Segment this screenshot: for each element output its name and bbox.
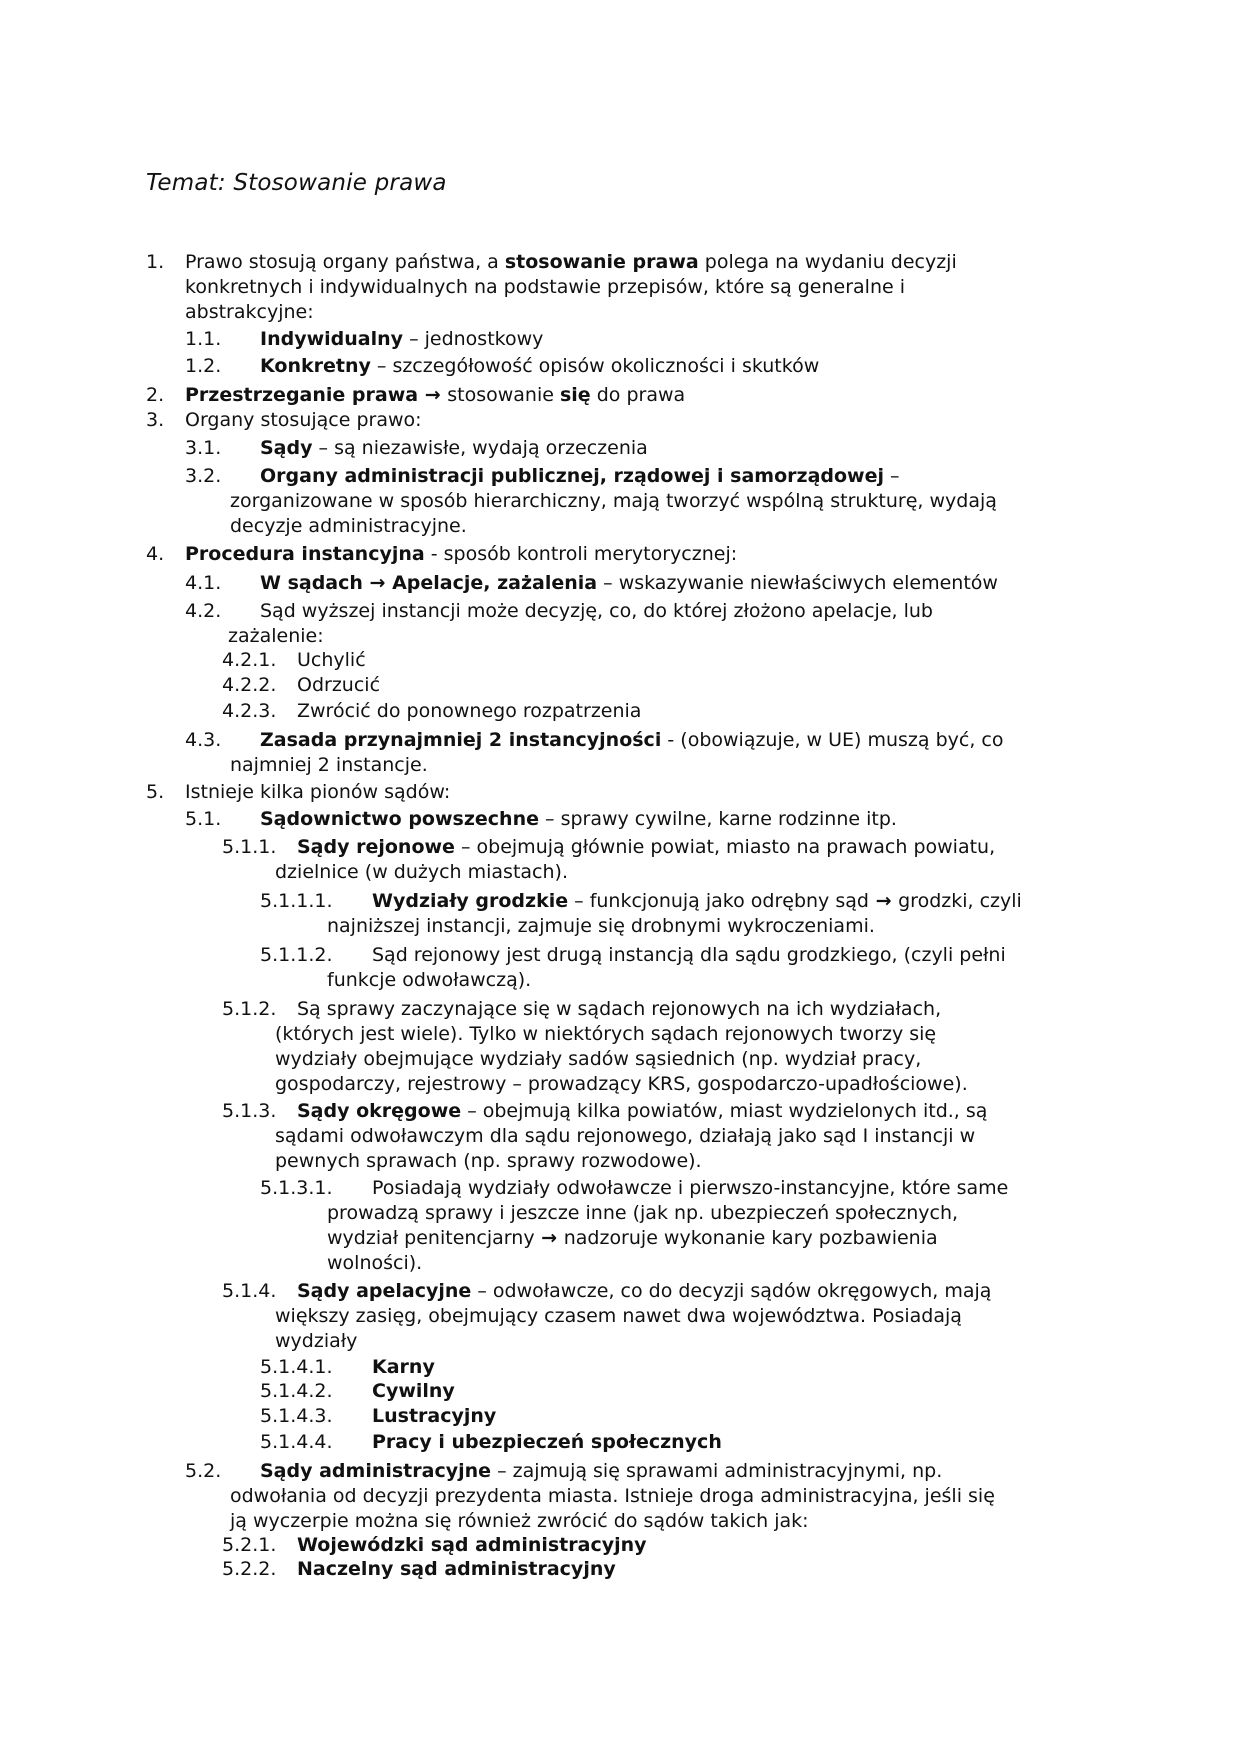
item-number: 4. [146,543,165,565]
document-title: Temat: Stosowanie prawa [146,170,447,196]
item-number: 4.2.3. [222,700,277,722]
arrow-right-icon: → [534,1227,564,1249]
item-number: 4.2.2. [222,674,277,696]
item-number: 5.1.4.2. [260,1380,333,1402]
arrow-right-icon: → [362,572,393,594]
item-number: 5.2. [185,1460,222,1482]
item-number: 5.1.4.3. [260,1405,333,1427]
item-number: 5.1.4.1. [260,1356,333,1378]
item-number: 5.1.3. [222,1100,277,1122]
item-number: 1.1. [185,328,222,350]
document-page: Temat: Stosowanie prawa 1. Prawo stosują organy państwa, a stosowanie prawa polega na wydaniu decyzji konkretnych i indywidualnych na podstawie przepisów, które są generalne i abstrakcyjne: 1.1. Indywidualny – jednostkowy 1.2. Konkretny – szczegółowość opisów okoliczności i skutków 2. Przestrzeganie prawa → stosowanie się do prawa 3. Organy stosujące prawo: 3.1. Sądy – są niezawisłe, wydają orzeczenia 3.2. Organy administracji publicznej, rządowej i samorządowej – zorganizowane w sposób hierarchiczny, mają tworzyć wspólną strukturę, wydają decyzje administracyjne. 4. Procedura instancyjna - sposób kontroli merytorycznej: 4.1. W sądach → Apelacje, zażalenia – wskazywanie niewłaściwych elementów 4.2. Sąd wyższej instancji może decyzję, co, do której złożono apelacje, lub zażalenie: 4.2.1. Uchylić 4.2.2. Odrzucić 4.2.3. Zwrócić do ponownego rozpatrzenia 4.3. Zasada przynajmniej 2 instancyjności - (obowiązuje, w UE) muszą być, co najmniej 2 instancje. 5. Istnieje kilka pionów sądów: 5.1. Sądownictwo powszechne – sprawy cywilne, karne rodzinne itp. 5.1.1. Sądy rejonowe – obejmują głównie powiat, miasto na prawach powiatu, dzielnice (w dużych miastach). 5.1.1.1. Wydziały grodzkie – funkcjonują jako odrębny sąd → grodzki, czyli najniższej instancji, zajmuje się drobnymi wykroczeniami. 5.1.1.2. Sąd rejonowy jest drugą instancją dla sądu grodzkiego, (czyli pełni funkcje odwoławczą). 5.1.2. Są sprawy zaczynające się w sądach rejonowych na ich wydziałach, (których jest wiele). Tylko w niektórych sądach rejonowych tworzy się wydziały obejmujące wydziały sadów sąsiednich (np. wydział pracy, gospodarczy, rejestrowy – prowadzący KRS, gospodarczo-upadłościowe). 5.1.3. Sądy okręgowe – obejmują kilka powiatów, miast wydzielonych itd., są sądami odwoławczym dla sądu rejonowego, działają jako sąd I instancji w pewnych sprawach (np. sprawy rozwodowe). 5.1.3.1. Posiadają wydziały odwoławcze i pierwszo-instancyjne, które same prowadzą sprawy i jeszcze inne (jak np. ubezpieczeń społecznych, wydział penitencjarny → nadzoruje wykonanie kary pozbawienia wolności). 5.1.4. Sądy apelacyjne – odwoławcze, co do decyzji sądów okręgowych, mają większy zasięg, obejmujący czasem nawet dwa województwa. Posiadają wydziały 5.1.4.1. Karny 5.1.4.2. Cywilny 5.1.4.3. Lustracyjny 5.1.4.4. Pracy i ubezpieczeń społecznych 5.2. Sądy administracyjne – zajmują się sprawami administracyjnymi, np. odwołania od decyzji prezydenta miasta. Istnieje droga administracyjna, jeśli się ją wyczerpie można się również zwrócić do sądów takich jak: 5.2.1. Wojewódzki sąd administracyjny 5.2.2. Naczelny sąd administracyjny [146,170,1022,1580]
item-number: 4.2.1. [222,649,277,671]
item-number: 5.1.1.1. [260,890,333,912]
item-number: 4.3. [185,729,222,751]
item-number: 3.2. [185,465,222,487]
item-number: 5.1.1. [222,836,277,858]
item-number: 1. [146,251,165,273]
item-number: 3.1. [185,437,222,459]
item-number: 5.1.1.2. [260,944,333,966]
item-number: 3. [146,409,165,431]
item-number: 5.2.1. [222,1534,277,1556]
item-number: 4.2. [185,600,222,622]
item-number: 1.2. [185,355,222,377]
item-number: 5.1.2. [222,998,277,1020]
item-number: 5.1.3.1. [260,1177,333,1199]
item-number: 4.1. [185,572,222,594]
item-number: 5.1.4.4. [260,1431,333,1453]
arrow-right-icon: → [868,890,899,912]
arrow-right-icon: → [418,384,448,406]
item-number: 5.1.4. [222,1280,277,1302]
item-number: 5. [146,781,165,803]
item-number: 5.1. [185,808,222,830]
item-number: 2. [146,384,165,406]
item-number: 5.2.2. [222,1558,277,1580]
